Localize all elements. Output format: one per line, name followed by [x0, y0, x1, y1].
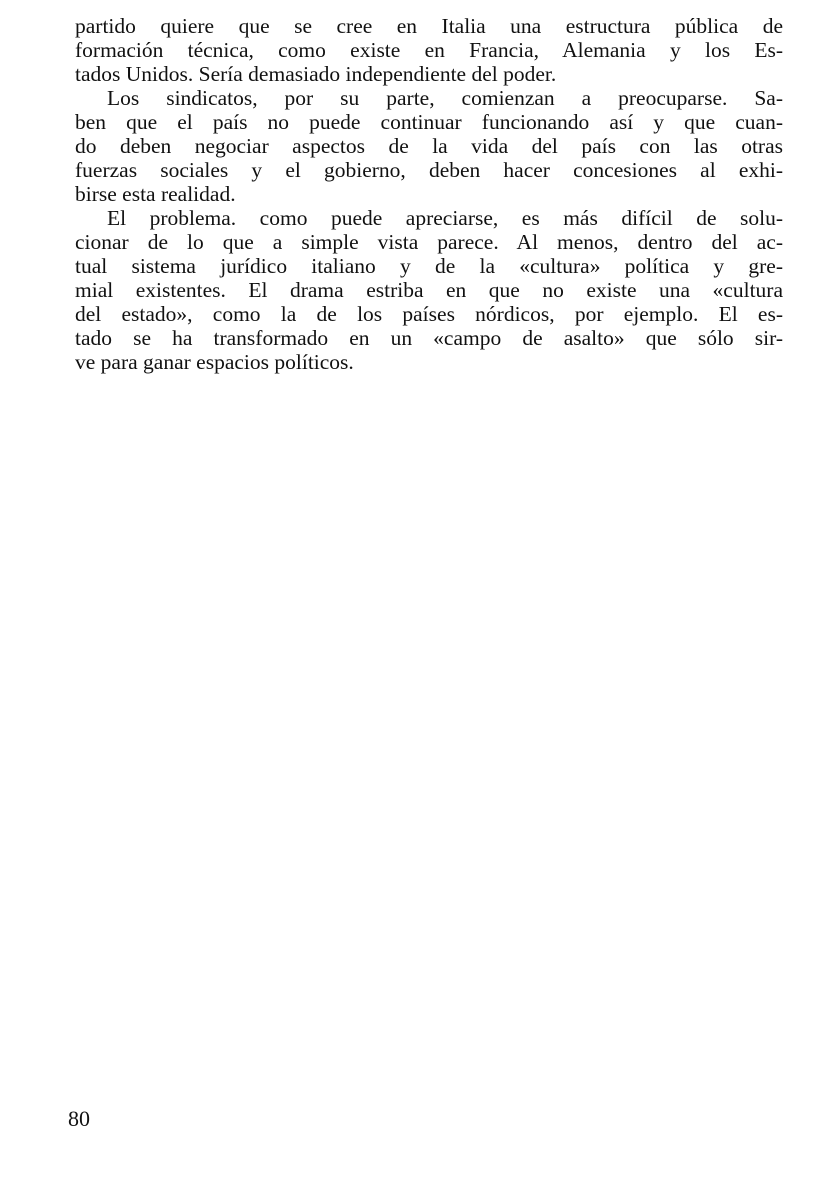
text-line: cionar de lo que a simple vista parece. Al menos, dentro del ac- [75, 230, 783, 254]
text-line: del estado», como la de los países nórdicos, por ejemplo. El es- [75, 302, 783, 326]
text-line: ben que el país no puede continuar funcionando así y que cuan- [75, 110, 783, 134]
text-line: tado se ha transformado en un «campo de asalto» que sólo sir- [75, 326, 783, 350]
paragraph-3 [75, 206, 783, 374]
text-line: Los sindicatos, por su parte, comienzan a preocuparse. Sa- [107, 86, 783, 110]
text-line: tados Unidos. Sería demasiado independiente del poder. [75, 62, 557, 86]
text-line: birse esta realidad. [75, 182, 236, 206]
text-line: formación técnica, como existe en Francia, Alemania y los Es- [75, 38, 783, 62]
text-line: tual sistema jurídico italiano y de la «cultura» política y gre- [75, 254, 783, 278]
text-line: partido quiere que se cree en Italia una estructura pública de [75, 14, 783, 38]
text-line: El problema. como puede apreciarse, es más difícil de solu- [107, 206, 783, 230]
paragraph-2 [75, 86, 783, 206]
text-line: fuerzas sociales y el gobierno, deben hacer concesiones al exhi- [75, 158, 783, 182]
text-line: do deben negociar aspectos de la vida del país con las otras [75, 134, 783, 158]
text-line: mial existentes. El drama estriba en que no existe una «cultura [75, 278, 783, 302]
page-number: 80 [68, 1106, 90, 1131]
text-line: ve para ganar espacios políticos. [75, 350, 354, 374]
page-body [75, 14, 783, 374]
paragraph-1 [75, 14, 783, 86]
